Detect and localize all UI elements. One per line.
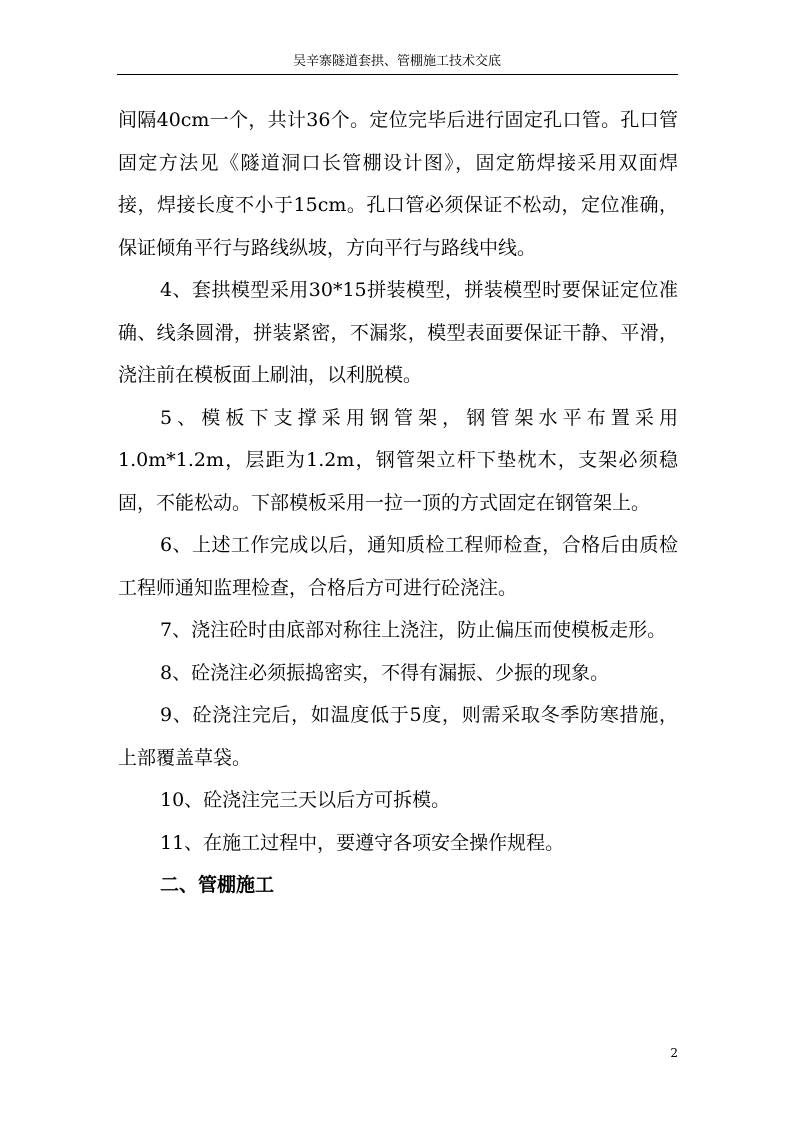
paragraph-item-9: 9、砼浇注完后，如温度低于5度，则需采取冬季防寒措施，上部覆盖草袋。 xyxy=(118,704,678,769)
paragraph-continuation: 间隔40cm一个，共计36个。定位完毕后进行固定孔口管。孔口管固定方法见《隧道洞口长管棚设计图》，固定筋焊接采用双面焊接，焊接长度不小于15cm。孔口管必须保证不松动，定位准确，保证倾角平行与路线纵坡，方向平行与路线中线。 xyxy=(118,109,678,259)
paragraph-item-11: 11、在施工过程中，要遵守各项安全操作规程。 xyxy=(160,831,565,854)
page-number: 2 xyxy=(670,1046,678,1060)
paragraph-item-4: 4、套拱模型采用30*15拼装模型，拼装模型时要保证定位准确、线条圆滑，拼装紧密，不漏浆，模型表面要保证干静、平滑，浇注前在模板面上刷油，以利脱模。 xyxy=(118,279,678,386)
paragraph-item-5: 5、模板下支撑采用钢管架，钢管架水平布置采用1.0m*1.2m，层距为1.2m，钢管架立杆下垫枕木，支架必须稳固，不能松动。下部模板采用一拉一顶的方式固定在钢管架上。 xyxy=(118,406,678,514)
document-body xyxy=(118,99,678,907)
paragraph-item-10: 10、砼浇注完三天以后方可拆模。 xyxy=(160,789,451,811)
paragraph-item-6: 6、上述工作完成以后，通知质检工程师检查，合格后由质检工程师通知监理检查，合格后方可进行砼浇注。 xyxy=(118,534,678,599)
paragraph-item-8: 8、砼浇注必须振捣密实，不得有漏振、少振的现象。 xyxy=(160,661,610,684)
header-divider xyxy=(117,74,678,75)
paragraph-item-7: 7、浇注砼时由底部对称往上浇注，防止偏压而使模板走形。 xyxy=(160,619,667,641)
section-heading: 二、管棚施工 xyxy=(160,874,275,896)
page-header: 吴辛寨隧道套拱、管棚施工技术交底 xyxy=(292,54,501,69)
